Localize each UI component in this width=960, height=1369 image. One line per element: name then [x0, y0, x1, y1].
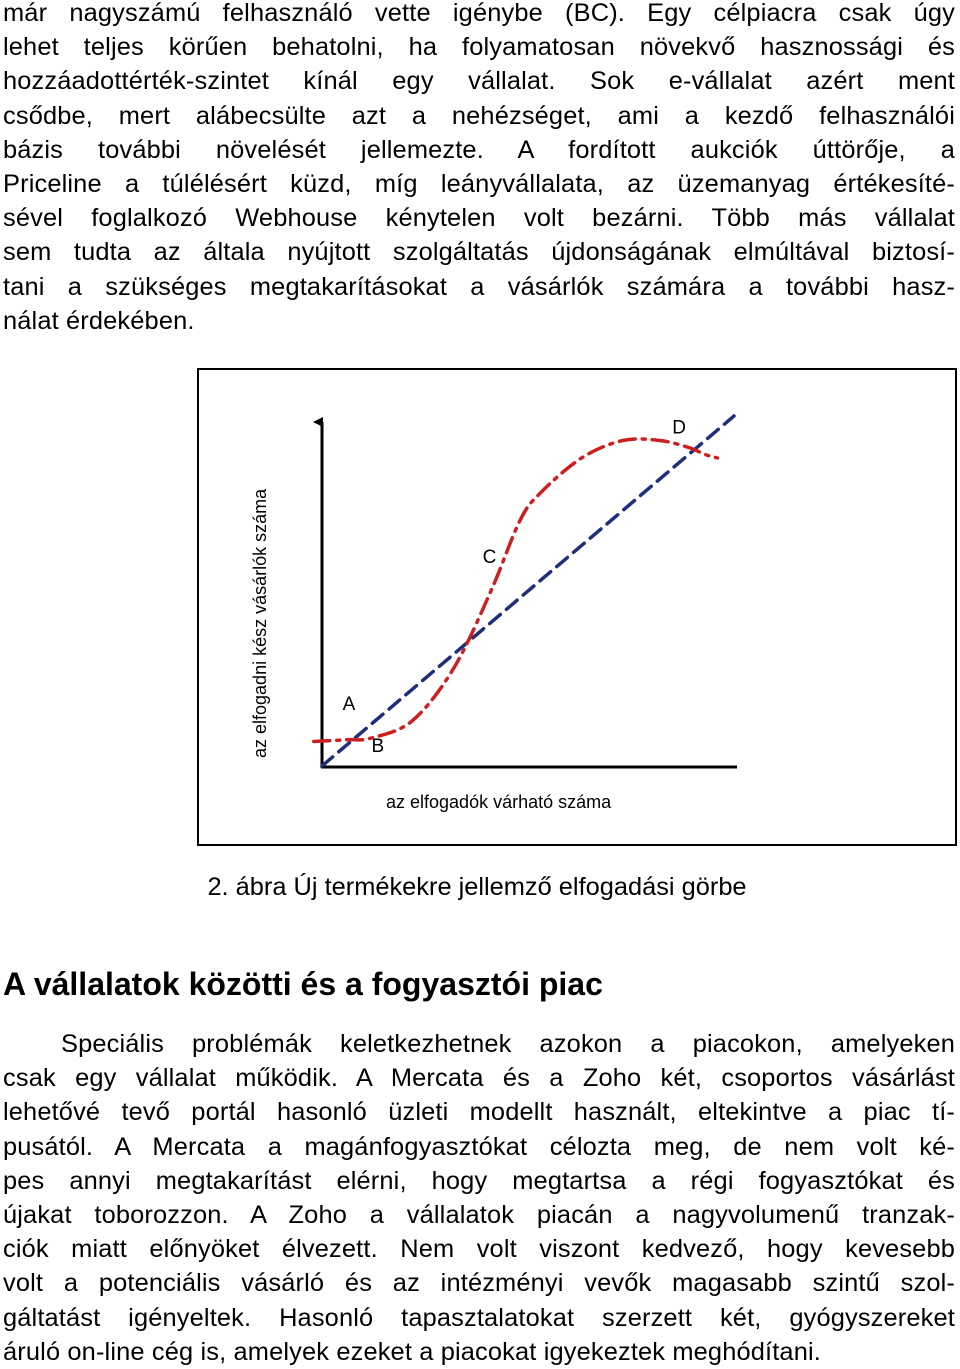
- text-line: lehet teljes körűen behatolni, ha folyamatosan növekvő hasznossági és: [3, 33, 955, 62]
- text-line: gáltatást igényeltek. Hasonló tapasztalatokat szerzett két, gyógyszereket: [3, 1303, 955, 1332]
- text-line: nálat érdekében.: [3, 306, 195, 335]
- figure-caption-text: 2. ábra Új termékekre jellemző elfogadási görbe: [207, 873, 747, 901]
- text-line: sével foglalkozó Webhouse kénytelen volt bezárni. Több más vállalat: [3, 204, 955, 233]
- point-label-d: D: [672, 417, 686, 439]
- figure-caption: [0, 870, 960, 904]
- text-line: pes annyi megtakarítást elérni, hogy megtartsa a régi fogyasztókat és: [3, 1166, 955, 1195]
- text-line: hozzáadottérték-szintet kínál egy vállalat. Sok e-vállalat azért ment: [3, 67, 955, 96]
- body-paragraph-bottom: [3, 1027, 955, 1369]
- text-line: csődbe, mert alábecsülte azt a nehézséget, ami a kezdő felhasználói: [3, 101, 955, 130]
- text-line: volt a potenciális vásárló és az intézményi vevők magasabb szintű szol-: [3, 1269, 955, 1298]
- point-label-c: C: [482, 547, 497, 568]
- point-label-a: A: [342, 694, 356, 715]
- series-line-linear: [322, 416, 734, 766]
- x-axis-title: az elfogadók várható száma: [386, 792, 612, 812]
- figure-frame: [197, 368, 957, 846]
- point-label-b: B: [371, 736, 385, 757]
- text-line: bázis további növelését jellemezte. A fordított aukciók úttörője, a: [3, 135, 955, 164]
- text-line: csak egy vállalat működik. A Mercata és a Zoho két, csoportos vásárlást: [3, 1064, 955, 1093]
- text-line: sem tudta az általa nyújtott szolgáltatás újdonságának elmúltával biztosí-: [3, 238, 955, 267]
- y-axis-title: az elfogadni kész vásárlók száma: [250, 488, 270, 758]
- text-line: Speciális problémák keletkezhetnek azokon a piacokon, amelyeken: [61, 1030, 955, 1058]
- section-heading: A vállalatok közötti és a fogyasztói piac: [3, 966, 603, 1002]
- body-paragraph-top: [3, 0, 955, 338]
- text-line: áruló on-line cég is, amelyek ezeket a piacokat igyekeztek meghódítani.: [3, 1337, 821, 1366]
- text-line: ciók miatt előnyöket élvezett. Nem volt viszont kedvező, hogy kevesebb: [3, 1235, 955, 1264]
- text-line: pusától. A Mercata a magánfogyasztókat célozta meg, de nem volt ké-: [3, 1132, 955, 1161]
- text-line: tani a szükséges megtakarításokat a vásárlók számára a további hasz-: [3, 272, 955, 301]
- series-line-adoption-curve: [314, 439, 718, 742]
- text-line: újakat toborozzon. A Zoho a vállalatok piacán a nagyvolumenű tranzak-: [3, 1201, 955, 1230]
- text-line: Priceline a túlélésért küzd, míg leányvállalata, az üzemanyag értékesíté-: [3, 170, 955, 199]
- adoption-curve-chart: [199, 370, 955, 844]
- text-line: lehetővé tevő portál hasonló üzleti modellt használt, eltekintve a piac tí-: [3, 1098, 955, 1127]
- text-line: már nagyszámú felhasználó vette igénybe (BC). Egy célpiacra csak úgy: [3, 0, 955, 27]
